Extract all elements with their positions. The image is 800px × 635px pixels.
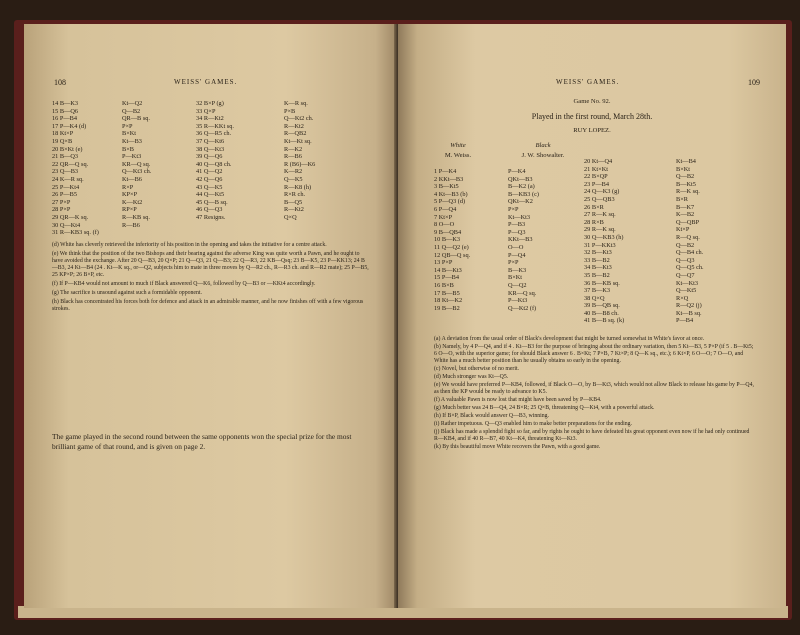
move-entry: P—B3	[508, 221, 526, 229]
move-entry: 22 B×QP	[584, 173, 608, 181]
move-entry: Q—Kt2 (f)	[508, 304, 537, 312]
move-entry: Kt—B4	[676, 158, 696, 165]
left-page	[24, 24, 398, 608]
move-entry: B—K7	[676, 203, 695, 211]
move-entry: Q—Kt5	[676, 287, 697, 295]
footnote: (e) We would have preferred P—KB4, followed, if Black O—O, by B—Kt3, which would not allow Black to release his game by P—Q4, as then the KP would be ready to advance to K5.	[434, 382, 754, 395]
move-entry: 16 B×B	[434, 281, 454, 289]
move-entry: 37 B—K3	[584, 287, 611, 295]
move-entry: 36 B—KB sq.	[584, 279, 620, 287]
move-entry: 44 Q—Kt5	[196, 191, 225, 199]
move-entry: 14 B—Kt3	[434, 266, 462, 274]
move-entry: 24 K—R sq.	[52, 175, 84, 183]
move-entry: B—Q5	[284, 198, 303, 206]
move-entry: 26 B×R	[584, 203, 604, 211]
move-entry: P×P	[508, 259, 519, 267]
move-entry: Q—B2	[676, 241, 695, 249]
move-entry: Q—Kt2 ch.	[284, 115, 314, 123]
move-entry: R—KB sq.	[122, 213, 150, 221]
move-entry: 10 B—K3	[434, 236, 461, 244]
move-entry: 35 R—KKt sq.	[196, 122, 234, 130]
move-entry: RP×P	[122, 206, 137, 214]
move-entry: Kt—B3	[122, 137, 142, 145]
move-entry: 23 P—B4	[584, 180, 610, 188]
move-entry: 4 Kt—B3 (b)	[434, 190, 468, 198]
move-entry: 37 Q—Kt6	[196, 137, 225, 145]
move-entry: 11 Q—Q2 (e)	[434, 243, 469, 251]
move-entry: QKt—B3	[508, 175, 533, 183]
footnote: (i) Rather impetuous. Q—Q3 enabled him to make better preparations for the ending.	[434, 421, 633, 427]
move-entry: Q—Kt3 ch.	[122, 168, 152, 176]
move-entry: 16 P—B4	[52, 115, 78, 123]
move-entry: 43 Q—K5	[196, 183, 223, 191]
move-entry: P—Kt3	[508, 297, 528, 305]
move-entry: 42 Q—Q6	[196, 175, 223, 183]
move-entry: 31 P—KKt3	[584, 241, 616, 249]
move-entry: B×Kt	[508, 274, 523, 282]
move-entry: 18 Kt—K2	[434, 297, 463, 305]
move-entry: Q×Q	[284, 213, 297, 221]
move-entry: 28 R×B	[584, 218, 604, 226]
move-entry: 38 Q—Kt3	[196, 145, 225, 153]
move-entry: 12 QB—Q sq.	[434, 251, 471, 259]
move-entry: 30 Q—Kt4	[52, 221, 81, 229]
move-entry: P×P	[122, 122, 133, 130]
move-entry: R—B6	[284, 153, 302, 161]
move-entry: 35 B—B2	[584, 271, 610, 279]
move-entry: R×R ch.	[284, 191, 306, 199]
move-entry: KKt—B3	[508, 236, 533, 244]
move-entry: 14 B—K3	[52, 100, 79, 107]
move-entry: KR—Q sq.	[122, 160, 151, 168]
move-entry: Q—Q3	[676, 256, 695, 264]
move-entry: 24 Q—K3 (g)	[584, 188, 620, 196]
white-player: M. Weiss.	[444, 152, 472, 159]
footnote: (h) If B×P, Black would answer Q—B3, winning.	[434, 413, 550, 419]
move-entry: P—Q3	[508, 228, 526, 236]
move-entry: 5 P—Q3 (d)	[434, 198, 466, 206]
right-moves-col-1	[434, 168, 470, 312]
move-entry: QR—B sq.	[122, 115, 150, 123]
move-entry: 25 P—Kt4	[52, 183, 80, 191]
move-entry: R—K8 (h)	[284, 183, 312, 191]
move-entry: Kt—B sq.	[676, 309, 702, 317]
footnote: (k) By this beautiful move White recovers the Pawn, with a good game.	[434, 444, 601, 450]
right-page-header: WEISS' GAMES.	[556, 78, 620, 86]
move-entry: 21 B—Q3	[52, 153, 79, 161]
move-entry: R—B6	[122, 221, 140, 229]
move-entry: 20 B×Kt (e)	[52, 145, 83, 153]
left-moves-col-2	[122, 100, 151, 237]
move-entry: 34 R—Kt2	[196, 115, 224, 123]
move-entry: 17 P—K4 (d)	[52, 122, 87, 130]
move-entry: Q—B2	[122, 107, 141, 115]
move-entry: Q—Q5 ch.	[676, 264, 704, 272]
footnote: (b) Namely, by 4 P—Q4, and if 4 . Kt—B3 for the purpose of bringing about the ordinary variation, then 5 Kt—B3, 5 P×P (if 5 . B—Kt5; 6 O—O, with the superior game; for should Black answer 6 . B×Kt; 7 P×B, 7 Kt×P; 8 Q—K sq., etc.); 6 Kt×P, 6 O—O; 7 O—O, and White has a much better position than he usually obtains so early in the opening.	[434, 344, 754, 364]
footnote: (d) Much stronger was Kt—Q5.	[434, 374, 509, 380]
move-entry: Kt—Kt3	[676, 279, 699, 287]
move-entry: 8 O—O	[434, 221, 455, 229]
move-entry: 45 Q—B sq.	[196, 198, 228, 206]
move-entry: 15 P—B4	[434, 274, 460, 282]
move-entry: 26 P—B5	[52, 191, 78, 199]
move-entry: P—K4	[508, 168, 526, 175]
move-entry: P×P	[508, 205, 519, 213]
move-entry: 27 R—K sq.	[584, 211, 616, 219]
right-moves-col-2	[508, 168, 539, 312]
move-entry: R—Q2 (j)	[676, 302, 702, 310]
left-moves-col-3	[196, 100, 234, 222]
move-entry: 33 Q×P	[196, 107, 216, 115]
move-entry: 34 B—Kt3	[584, 264, 612, 272]
move-entry: K—R sq.	[284, 100, 308, 107]
move-entry: 17 B—B5	[434, 289, 460, 297]
move-entry: 13 P×P	[434, 259, 453, 267]
white-label: White	[450, 142, 466, 149]
move-entry: B×Kt	[676, 165, 691, 173]
move-entry: 19 Q×B	[52, 137, 73, 145]
move-entry: 6 P—Q4	[434, 205, 457, 213]
right-page-number: 109	[748, 78, 760, 87]
move-entry: P—Kt3	[122, 153, 142, 161]
move-entry	[122, 229, 151, 237]
closing-paragraph: The game played in the second round between the same opponents won the special prize for the most brilliant game of that round, and is given on page 2.	[52, 432, 352, 451]
move-entry: R—Kt2	[284, 206, 304, 214]
move-entry: B×B	[122, 145, 134, 153]
move-entry: 46 Q—Q3	[196, 206, 223, 214]
move-entry: P—B4	[676, 317, 694, 325]
move-entry: 20 Kt—Q4	[584, 158, 613, 165]
move-entry: 7 Kt×P	[434, 213, 453, 221]
move-entry: R×Q	[676, 294, 689, 302]
move-entry: KR—Q sq.	[508, 289, 537, 297]
move-entry: Kt—Kt sq.	[284, 137, 312, 145]
move-entry: Q—Q2	[508, 281, 527, 289]
move-entry: Kt—Kt3	[508, 213, 531, 221]
move-entry: B—K3	[508, 266, 527, 274]
move-entry: R—QB2	[284, 130, 307, 138]
move-entry: Kt—B6	[122, 175, 142, 183]
left-page-number: 108	[54, 78, 66, 87]
move-entry: O—O	[508, 243, 524, 251]
move-entry: 1 P—K4	[434, 168, 457, 175]
move-entry: 15 B—Q6	[52, 107, 79, 115]
move-entry: 23 Q—B3	[52, 168, 79, 176]
move-entry: 29 R—K sq.	[584, 226, 616, 234]
left-moves-col-1	[52, 100, 99, 237]
move-entry: K—R2	[284, 168, 303, 176]
right-page	[398, 24, 786, 608]
move-entry: 39 Q—Q6	[196, 153, 223, 161]
move-entry: P—Q4	[508, 251, 526, 259]
game-subtitle: Played in the first round, March 28th.	[531, 112, 653, 121]
footnote: (j) Black has made a splendid fight so far, and by rights he ought to have defeated his great opponent even now if he had only continued R—KB4, and if 40 R—B7, 40 Kt—K4, threatening Kt—Kt3.	[434, 429, 750, 442]
move-entry: B×R	[676, 195, 688, 203]
move-entry: 19 B—B2	[434, 304, 460, 312]
move-entry: 27 P×P	[52, 198, 71, 206]
footnote: (f) A valuable Pawn is now lost that might have been saved by P—KB4.	[434, 397, 602, 403]
move-entry: 41 Q—Q2	[196, 168, 223, 176]
move-entry: 30 Q—KB3 (h)	[584, 233, 624, 241]
left-moves-col-4	[284, 100, 315, 222]
move-entry: Kt×P	[676, 226, 690, 234]
opening-name: RUY LOPEZ.	[573, 127, 611, 134]
move-entry: P×B	[284, 107, 296, 115]
move-entry: 3 B—Kt5	[434, 183, 459, 191]
move-entry: R—Kt2	[284, 122, 304, 130]
move-entry: QKt—K2	[508, 198, 533, 206]
move-entry: 33 B—B2	[584, 256, 610, 264]
move-entry: B—K2 (a)	[508, 183, 535, 191]
move-entry: 21 Kt×Kt	[584, 165, 609, 173]
move-entry: 32 B×P (g)	[196, 100, 224, 107]
move-entry: 9 B—QB4	[434, 228, 462, 236]
move-entry: B—KB3 (c)	[508, 190, 539, 198]
game-number: Game No. 92.	[573, 98, 611, 105]
move-entry: 25 Q—QB3	[584, 195, 615, 203]
move-entry: Q—K5	[284, 175, 303, 183]
move-entry: 39 B—QB sq.	[584, 302, 620, 310]
footnote: (d) White has cleverly retrieved the inferiority of his position in the opening and takes the initiative for a centre attack.	[52, 242, 327, 248]
move-entry: 40 Q—Q8 ch.	[196, 160, 232, 168]
footnote: (f) If P—KB4 would not amount to much if Black answered Q—K6, followed by Q—B3 or —KKt4 accordingly.	[52, 281, 316, 287]
footnote: (a) A deviation from the usual order of Black's development that might be turned somewhat in White's favor at once.	[434, 336, 705, 342]
right-moves-col-4	[676, 158, 704, 325]
move-entry: 18 Kt×P	[52, 130, 74, 138]
move-entry: K—Kt2	[122, 198, 143, 206]
move-entry: 28 P×P	[52, 206, 71, 214]
move-entry: 22 QR—Q sq.	[52, 160, 89, 168]
move-entry: 38 Q×Q	[584, 294, 605, 302]
move-entry: R—Q sq.	[676, 233, 700, 241]
black-player: J. W. Showalter.	[521, 152, 565, 159]
footnote: (e) We think that the position of the two Bishops and their bearing against the adverse King was quite worth a Pawn, and he ought to have avoided the exchange. After 20 Q—B3, 20 Q×P; 21 Q—Q3, 21 Q—B3; 22 Q—R3, 22 KB—Qsq; 23 B—K5, 23 P—KK13; 24 B—B3, 24 Kt—B4 (24 . Kt—K sq., or—Q2, subjects him to mate in three moves by Q—R2 ch., R—R3 ch. and R—R2 mate); 25 P—B5, 25 KP×P; 26 B×P, etc.	[52, 251, 369, 278]
move-entry: Q—B2	[676, 173, 695, 181]
move-entry: 36 Q—R5 ch.	[196, 130, 232, 138]
move-entry: 40 B—B8 ch.	[584, 309, 619, 317]
footnote: (h) Black has concentrated his forces both for defence and attack in an admirable manner, and he now finishes off with a few vigorous strokes.	[52, 299, 364, 312]
move-entry: Kt—Q2	[122, 100, 143, 107]
move-entry: B—Kt5	[676, 180, 696, 188]
right-moves-col-3	[584, 158, 624, 325]
footnote: (g) Much better was 24 B—Q4, 24 B×R; 25 Q×B, threatening Q—Kt4, with a powerful attack.	[434, 405, 655, 411]
move-entry: Q—QBP	[676, 218, 700, 226]
move-entry: 41 B—B sq. (k)	[584, 317, 625, 325]
footnote: (c) Novel, but otherwise of no merit.	[434, 366, 519, 372]
left-page-header: WEISS' GAMES.	[174, 78, 238, 86]
move-entry: R—K2	[284, 145, 303, 153]
footnote: (g) The sacrifice is unsound against such a formidable opponent.	[52, 290, 202, 296]
move-entry: B×Kt	[122, 130, 137, 138]
move-entry: Q—B4 ch.	[676, 249, 704, 257]
move-entry: KP×P	[122, 191, 138, 199]
black-label: Black	[535, 142, 551, 149]
move-entry: 32 B—Kt3	[584, 249, 612, 257]
move-entry: Q—Q7	[676, 271, 695, 279]
move-entry: R (B6)—K6	[284, 160, 316, 168]
move-entry: 31 R—KB3 sq. (f)	[52, 229, 99, 237]
move-entry: R×P	[122, 183, 134, 191]
move-entry: R—K sq.	[676, 188, 700, 196]
move-entry: 47 Resigns.	[196, 213, 226, 221]
move-entry: 29 QR—K sq.	[52, 213, 89, 221]
move-entry: K—B2	[676, 211, 695, 219]
move-entry: 2 KKt—B3	[434, 175, 464, 183]
